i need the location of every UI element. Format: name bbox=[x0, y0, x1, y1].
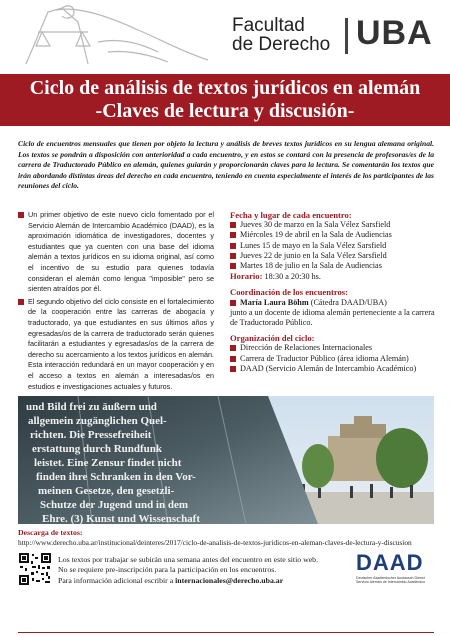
schedule-item: Jueves 30 de marzo en la Sala Vélez Sarsfield bbox=[230, 220, 436, 230]
title-line2: -Claves de lectura y discusión- bbox=[95, 100, 355, 122]
engraved-line: und Bild frei zu äußern und bbox=[26, 401, 157, 413]
intro-paragraph: Ciclo de encuentros mensuales que tienen por objeto la lectura y análisis de breves textos jurídicos en su lengua alemana original. Los textos se pondrán a disposición con anterioridad a cada encuentro, y en estos se contará con la presencia de profesoras/es de la carrera de Traductorado Público en alemán, quienes guiarán y proporcionarán claves para la lectura. Se comentarán los textos que irán abordando distintas áreas del derecho en cada encuentro, teniendo en cuenta especialmente el interés de los participantes de las reuniones del ciclo. bbox=[18, 139, 434, 191]
info-column bbox=[230, 210, 436, 374]
objective-paragraph bbox=[18, 210, 214, 295]
objectives-column bbox=[18, 210, 214, 394]
daad-subtitle-es: Servicio Alemán de Intercambio Académico bbox=[356, 580, 426, 585]
organization-item: DAAD (Servicio Alemán de Intercambio Académico) bbox=[230, 364, 436, 374]
title-line1: Ciclo de análisis de textos jurídicos en alemán bbox=[29, 77, 421, 99]
organization-heading: Organización del ciclo: bbox=[230, 333, 315, 344]
note-line: Para información adicional escribir a internacionales@derecho.uba.ar bbox=[58, 575, 284, 585]
schedule-heading: Fecha y lugar de cada encuentro: bbox=[230, 210, 352, 220]
organization-item: Dirección de Relaciones Internacionales bbox=[230, 343, 436, 353]
lady-justice-logo bbox=[18, 2, 218, 70]
bullet-square-icon bbox=[18, 212, 24, 218]
objective-text: El segundo objetivo del ciclo consiste en el fortalecimiento de la cooperación entre las carreras de abogacía y traductorado, ya que estudiantes en sus últimos años y egresadas/os de la carrera de traductorado serán quienes facilitarán a estudiantes y egresadas/os de la carrera de derecho su acercamiento a los textos jurídicos en alemán. Esta interacción redundará en un mayor cooperación y en el acceso a textos en alemán a interesadas/os en estudios e investigaciones actuales y futuros. bbox=[28, 296, 214, 391]
coordinator-name: María Laura Böhm bbox=[240, 297, 309, 307]
engraved-line: allgemein zugänglichen Quel- bbox=[28, 415, 167, 427]
time-label: Horario: bbox=[230, 271, 263, 282]
coordinator bbox=[230, 298, 436, 308]
engraved-line: meinen Gesetze, den gesetzli- bbox=[38, 485, 175, 497]
bullet-square-icon bbox=[230, 253, 236, 259]
bullet-square-icon bbox=[230, 232, 236, 238]
download-section bbox=[18, 528, 434, 548]
bullet-square-icon bbox=[18, 299, 24, 305]
engraved-line: Ehre. (3) Kunst und Wissenschaft bbox=[42, 513, 201, 524]
objective-text: Un primer objetivo de este nuevo ciclo fomentado por el Servicio Alemán de Intercambio Académico (DAAD), es la aproximación idiomática de investigadores, docentes y estudiantes que ya cuenten con una base del idioma alemán a textos jurídicos en su idioma original, así como el incentivo de su estudio para quienes todavía consideran el alemán como lengua "imposible" pero se sienten atraídos por él. bbox=[28, 210, 214, 294]
bullet-square-icon bbox=[230, 243, 236, 249]
faculty-line2: de Derecho bbox=[232, 34, 331, 55]
time-value: 18:30 a 20:30 hs. bbox=[264, 272, 321, 282]
bullet-square-icon bbox=[230, 345, 236, 351]
daad-logo-text: DAAD bbox=[356, 550, 424, 575]
engraved-line: richten. Die Pressefreiheit bbox=[30, 429, 152, 441]
bullet-square-icon bbox=[230, 263, 236, 269]
download-label: Descarga de textos: bbox=[18, 528, 83, 537]
download-url-link[interactable]: http://www.derecho.uba.ar/institucional/deinteres/2017/ciclo-de-analisis-de-textos-juridicos-en-aleman-claves-de-lectura-y-discusion bbox=[18, 538, 412, 547]
coordination-heading: Coordinación de los encuentros: bbox=[230, 287, 349, 298]
engraved-line: finden ihre Schranken in den Vor- bbox=[36, 471, 196, 483]
schedule-item: Miércoles 19 de abril en la Sala de Audiencias bbox=[230, 230, 436, 240]
schedule-time bbox=[230, 271, 436, 282]
engraved-line: leistet. Eine Zensur findet nicht bbox=[34, 457, 182, 469]
schedule-item: Jueves 22 de junio en la Sala Vélez Sarsfield bbox=[230, 251, 436, 261]
organization-item: Carrera de Traductor Público (área idioma Alemán) bbox=[230, 354, 436, 364]
contact-email-link[interactable]: internacionales@derecho.uba.ar bbox=[175, 575, 284, 585]
schedule-item: Martes 18 de julio en la Sala de Audiencias bbox=[230, 261, 436, 271]
participation-notes bbox=[58, 555, 358, 586]
bullet-square-icon bbox=[230, 356, 236, 362]
schedule-item: Lunes 15 de mayo en la Sala Vélez Sarsfield bbox=[230, 241, 436, 251]
faculty-line1: Facultad bbox=[232, 15, 305, 36]
daad-subtitle-de: Deutscher Akademischer Austausch Dienst bbox=[356, 576, 425, 580]
bullet-square-icon bbox=[230, 300, 236, 306]
coordinator-affiliation: (Cátedra DAAD/UBA) bbox=[310, 297, 387, 307]
bullet-square-icon bbox=[230, 366, 236, 372]
note-line: No se requiere pre-inscripción para la participación en los encuentros. bbox=[58, 565, 277, 575]
engraved-line: Schutze der Jugend und in dem bbox=[40, 499, 189, 511]
title-band bbox=[0, 74, 450, 126]
header bbox=[0, 0, 450, 72]
daad-logo bbox=[356, 550, 438, 585]
header-divider bbox=[345, 18, 348, 54]
note-line: Los textos por trabajar se subirán una semana antes del encuentro en este sitio web. bbox=[58, 555, 319, 564]
coordination-note: junto a un docente de idioma alemán perteneciente a la carrera de Traductorado Público. bbox=[230, 307, 435, 328]
qr-code-icon[interactable] bbox=[18, 552, 52, 586]
engraved-line: erstattung durch Rundfunk bbox=[32, 443, 163, 455]
bullet-square-icon bbox=[230, 222, 236, 228]
faculty-name bbox=[232, 16, 330, 54]
bottom-divider bbox=[18, 632, 434, 633]
reichstag-glass-photo bbox=[18, 396, 434, 524]
uba-logo-text: UBA bbox=[356, 14, 433, 52]
objective-paragraph bbox=[18, 297, 214, 392]
